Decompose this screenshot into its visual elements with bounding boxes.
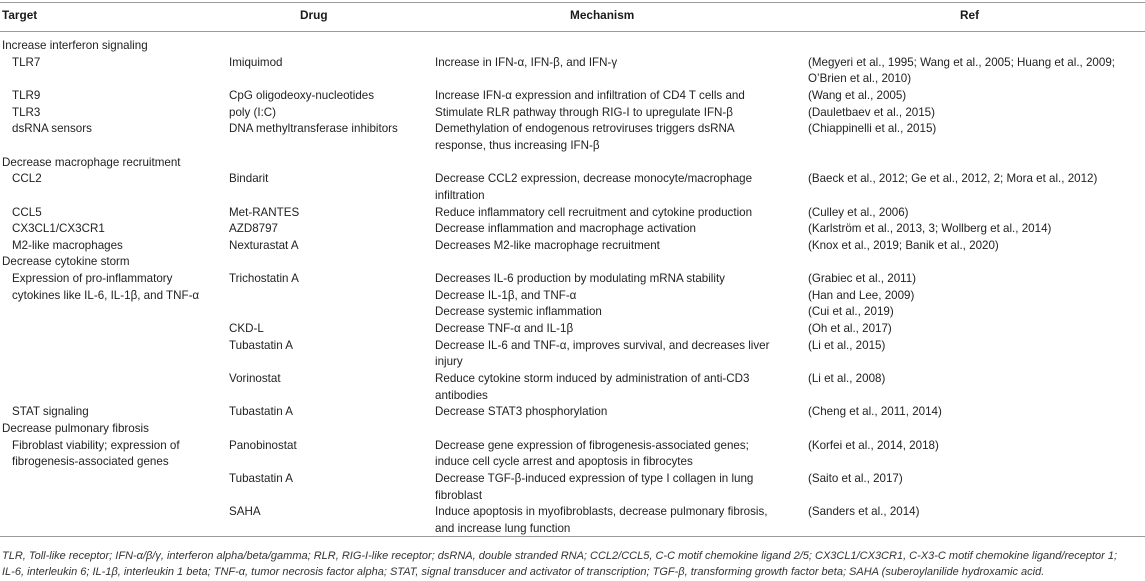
cell-target: TLR9 xyxy=(12,88,41,102)
cell-drug: Tubastatin A xyxy=(229,405,294,419)
cell-target: TLR7 xyxy=(12,55,41,69)
header-drug: Drug xyxy=(300,8,328,22)
cell-ref: (Culley et al., 2006) xyxy=(808,205,909,219)
cell-ref: (Megyeri et al., 1995; Wang et al., 2005; Huang et al., 2009; xyxy=(808,55,1115,69)
header-ref: Ref xyxy=(960,8,980,22)
cell-ref: (Li et al., 2015) xyxy=(808,338,886,352)
cell-drug: Tubastatin A xyxy=(229,338,294,352)
cell-mechanism: Decrease TNF-α and IL-1β xyxy=(435,322,574,335)
cell-target: fibrogenesis-associated genes xyxy=(12,455,169,469)
cell-drug: Trichostatin A xyxy=(229,272,299,286)
cell-target: STAT signaling xyxy=(12,405,89,419)
cell-target: M2-like macrophages xyxy=(12,238,123,252)
cell-ref: (Wang et al., 2005) xyxy=(808,88,907,102)
cell-ref: (Saito et al., 2017) xyxy=(808,471,903,485)
header-target: Target xyxy=(2,8,38,22)
cell-mechanism: induce cell cycle arrest and apoptosis in fibrocytes xyxy=(435,455,693,469)
cell-ref: (Knox et al., 2019; Banik et al., 2020) xyxy=(808,238,999,252)
cell-target: TLR3 xyxy=(12,105,41,119)
cell-drug: CKD-L xyxy=(229,322,264,335)
cell-mechanism: Decrease gene expression of fibrogenesis-associated genes; xyxy=(435,438,749,452)
cell-mechanism: Increase IFN-α expression and infiltration of CD4 T cells and xyxy=(435,88,745,102)
cell-mechanism: Decrease systemic inflammation xyxy=(435,305,602,319)
cell-mechanism: antibodies xyxy=(435,388,488,402)
cell-ref: (Karlström et al., 2013, 3; Wollberg et al., 2014) xyxy=(808,222,1052,236)
cell-ref: (Korfei et al., 2014, 2018) xyxy=(808,438,939,452)
cell-mechanism: infiltration xyxy=(435,188,485,202)
cell-ref: (Cui et al., 2019) xyxy=(808,305,894,319)
cell-mechanism: Decrease TGF-β-induced expression of type I collagen in lung xyxy=(435,471,754,485)
cell-mechanism: Decreases IL-6 production by modulating mRNA stability xyxy=(435,272,725,286)
cell-mechanism: Decreases M2-like macrophage recruitment xyxy=(435,238,660,252)
table-top-rule xyxy=(0,2,1145,3)
cell-mechanism: Decrease inflammation and macrophage activation xyxy=(435,222,697,236)
cell-drug: AZD8797 xyxy=(229,222,278,236)
cell-mechanism: response, thus increasing IFN-β xyxy=(435,138,600,152)
cell-mechanism: Reduce cytokine storm induced by administration of anti-CD3 xyxy=(435,372,750,385)
cell-target: CCL5 xyxy=(12,205,42,219)
section-heading: Increase interferon signaling xyxy=(2,39,148,52)
cell-mechanism: Reduce inflammatory cell recruitment and cytokine production xyxy=(435,205,753,219)
cell-mechanism: Demethylation of endogenous retroviruses triggers dsRNA xyxy=(435,122,735,136)
cell-ref: (Li et al., 2008) xyxy=(808,372,886,385)
header-mechanism: Mechanism xyxy=(570,8,635,22)
cell-drug: SAHA xyxy=(229,505,261,519)
header-bottom-rule xyxy=(0,31,1145,32)
cell-drug: Tubastatin A xyxy=(229,471,294,485)
cell-mechanism: fibroblast xyxy=(435,488,483,502)
cell-ref: (Grabiec et al., 2011) xyxy=(808,272,917,286)
cell-ref: (Chiappinelli et al., 2015) xyxy=(808,122,937,136)
table-bottom-rule xyxy=(0,536,1145,537)
cell-drug: Vorinostat xyxy=(229,372,281,385)
cell-drug: Met-RANTES xyxy=(229,205,300,219)
section-heading: Decrease pulmonary fibrosis xyxy=(2,421,149,435)
cell-mechanism: Increase in IFN-α, IFN-β, and IFN-γ xyxy=(435,55,618,69)
cell-mechanism: Decrease STAT3 phosphorylation xyxy=(435,405,608,419)
cell-target: Fibroblast viability; expression of xyxy=(12,438,180,452)
cell-drug: Nexturastat A xyxy=(229,238,299,252)
cell-ref: O’Brien et al., 2010) xyxy=(808,72,912,86)
cell-target: cytokines like IL-6, IL-1β, and TNF-α xyxy=(12,288,200,302)
section-heading: Decrease cytokine storm xyxy=(2,255,130,269)
table-footnote: TLR, Toll-like receptor; IFN-α/β/γ, interferon alpha/beta/gamma; RLR, RIG-I-like receptor; dsRNA, double stranded RNA; CCL2/CCL5, C-C motif chemokine ligand 2/5; CX3CL1/CX3CR1, C-X3-C motif chemokine ligand/receptor 1; IL-6, interleukin 6; IL-1β, interleukin 1 beta; TNF-α, tumor necrosis factor alpha; STAT, signal transducer and activator of transcription; TGF-β, transforming growth factor beta; SAHA (suberoylanilide hydroxamic acid. xyxy=(2,550,1118,578)
cell-drug: Imiquimod xyxy=(229,55,283,69)
cell-ref: (Cheng et al., 2011, 2014) xyxy=(808,405,942,419)
cell-ref: (Sanders et al., 2014) xyxy=(808,505,920,519)
cell-mechanism: Decrease IL-1β, and TNF-α xyxy=(435,288,577,302)
cell-ref: (Oh et al., 2017) xyxy=(808,322,892,335)
cell-target: CX3CL1/CX3CR1 xyxy=(12,222,105,236)
cell-mechanism: injury xyxy=(435,355,463,369)
cell-target: CCL2 xyxy=(12,172,42,186)
cell-drug: DNA methyltransferase inhibitors xyxy=(229,122,398,136)
cell-mechanism: and increase lung function xyxy=(435,521,571,535)
cell-ref: (Baeck et al., 2012; Ge et al., 2012, 2; Mora et al., 2012) xyxy=(808,172,1098,186)
cell-mechanism: Stimulate RLR pathway through RIG-I to upregulate IFN-β xyxy=(435,105,733,119)
cell-ref: (Han and Lee, 2009) xyxy=(808,288,915,302)
cell-drug: CpG oligodeoxy-nucleotides xyxy=(229,88,375,102)
cell-drug: poly (I:C) xyxy=(229,105,277,119)
cell-ref: (Dauletbaev et al., 2015) xyxy=(808,105,935,119)
cell-mechanism: Decrease CCL2 expression, decrease monocyte/macrophage xyxy=(435,172,753,186)
cell-target: Expression of pro-inflammatory xyxy=(12,272,173,286)
cell-drug: Panobinostat xyxy=(229,438,297,452)
cell-mechanism: Decrease IL-6 and TNF-α, improves survival, and decreases liver xyxy=(435,338,770,352)
cell-mechanism: Induce apoptosis in myofibroblasts, decrease pulmonary fibrosis, xyxy=(435,505,768,519)
cell-target: dsRNA sensors xyxy=(12,122,92,136)
cell-drug: Bindarit xyxy=(229,172,269,186)
section-heading: Decrease macrophage recruitment xyxy=(2,155,181,169)
